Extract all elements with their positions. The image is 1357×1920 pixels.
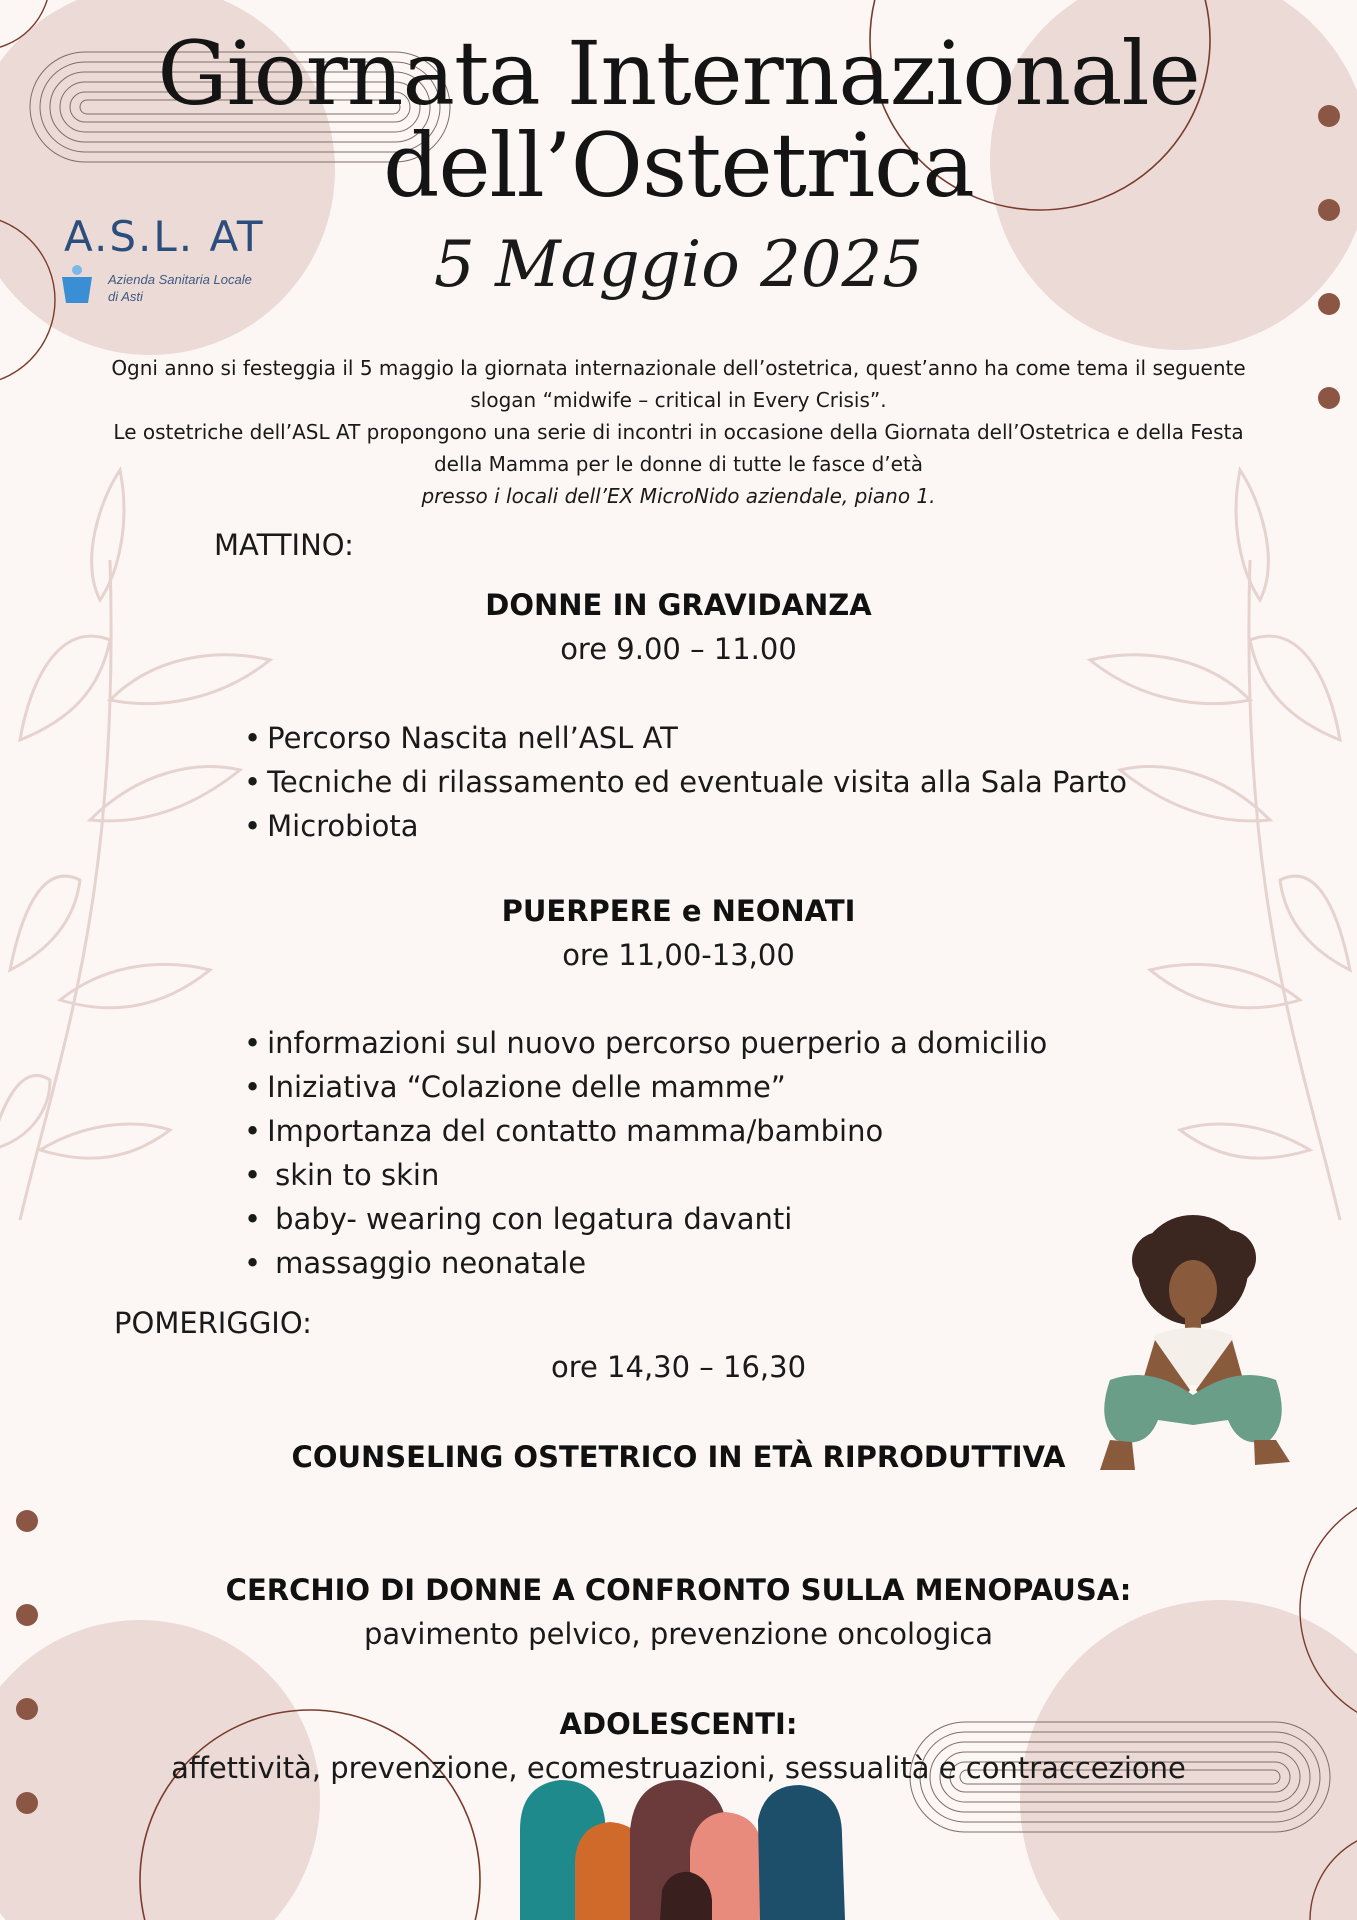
women-silhouettes-illustration bbox=[520, 1780, 845, 1920]
teens-topics: affettività, prevenzione, ecomestruazioni, sessualità e contraccezione bbox=[171, 1751, 1186, 1785]
intro-line: della Mamma per le donne di tutte le fasce d’età bbox=[433, 452, 924, 476]
pregnancy-heading: DONNE IN GRAVIDANZA bbox=[485, 588, 872, 622]
menopause-heading: CERCHIO DI DONNE A CONFRONTO SULLA MENOPAUSA: bbox=[225, 1573, 1132, 1607]
morning-label: MATTINO: bbox=[214, 528, 354, 562]
asl-logo-name: A.S.L. AT bbox=[64, 212, 265, 261]
page-title-line2: dell’Ostetrica bbox=[383, 114, 974, 217]
yoga-woman-illustration bbox=[1100, 1215, 1290, 1470]
intro-location: presso i locali dell’EX MicroNido aziendale, piano 1. bbox=[421, 484, 936, 508]
leaf-branch-left bbox=[0, 470, 270, 1220]
menopause-topics: pavimento pelvico, prevenzione oncologica bbox=[363, 1617, 994, 1651]
postpartum-topics-list bbox=[244, 1021, 1047, 1153]
page-title-line1: Giornata Internazionale bbox=[157, 22, 1200, 125]
afternoon-label: POMERIGGIO: bbox=[114, 1306, 312, 1340]
intro-paragraph bbox=[8, 352, 1349, 512]
pregnancy-topics-list bbox=[244, 716, 1127, 848]
postpartum-topics-list-2 bbox=[244, 1153, 792, 1285]
intro-line: slogan “midwife – critical in Every Crisis”. bbox=[470, 388, 887, 412]
list-item: • Percorso Nascita nell’ASL AT bbox=[244, 716, 1127, 760]
asl-logo-icon bbox=[60, 263, 94, 305]
intro-line: Ogni anno si festeggia il 5 maggio la giornata internazionale dell’ostetrica, quest’anno ha come tema il seguente bbox=[111, 356, 1246, 380]
list-item: • baby- wearing con legatura davanti bbox=[244, 1197, 792, 1241]
intro-line: Le ostetriche dell’ASL AT propongono una serie di incontri in occasione della Giornata dell’Ostetrica e della Festa bbox=[113, 420, 1244, 444]
postpartum-heading: PUERPERE e NEONATI bbox=[501, 894, 856, 928]
postpartum-time: ore 11,00-13,00 bbox=[562, 938, 795, 972]
asl-logo-subtitle-2: di Asti bbox=[108, 289, 143, 304]
list-item: • massaggio neonatale bbox=[244, 1241, 792, 1285]
teens-heading: ADOLESCENTI: bbox=[559, 1707, 798, 1741]
leaf-branch-right bbox=[1090, 470, 1350, 1220]
list-item: • skin to skin bbox=[244, 1153, 792, 1197]
event-date: 5 Maggio 2025 bbox=[434, 228, 923, 302]
asl-logo-subtitle: Azienda Sanitaria Locale bbox=[108, 272, 252, 287]
pregnancy-time: ore 9.00 – 11.00 bbox=[560, 632, 797, 666]
afternoon-time: ore 14,30 – 16,30 bbox=[550, 1350, 807, 1384]
counseling-heading: COUNSELING OSTETRICO IN ETÀ RIPRODUTTIVA bbox=[291, 1440, 1066, 1474]
list-item: • Iniziativa “Colazione delle mamme” bbox=[244, 1065, 1047, 1109]
list-item: • Tecniche di rilassamento ed eventuale visita alla Sala Parto bbox=[244, 760, 1127, 804]
list-item: • Importanza del contatto mamma/bambino bbox=[244, 1109, 1047, 1153]
list-item: • Microbiota bbox=[244, 804, 1127, 848]
list-item: • informazioni sul nuovo percorso puerperio a domicilio bbox=[244, 1021, 1047, 1065]
